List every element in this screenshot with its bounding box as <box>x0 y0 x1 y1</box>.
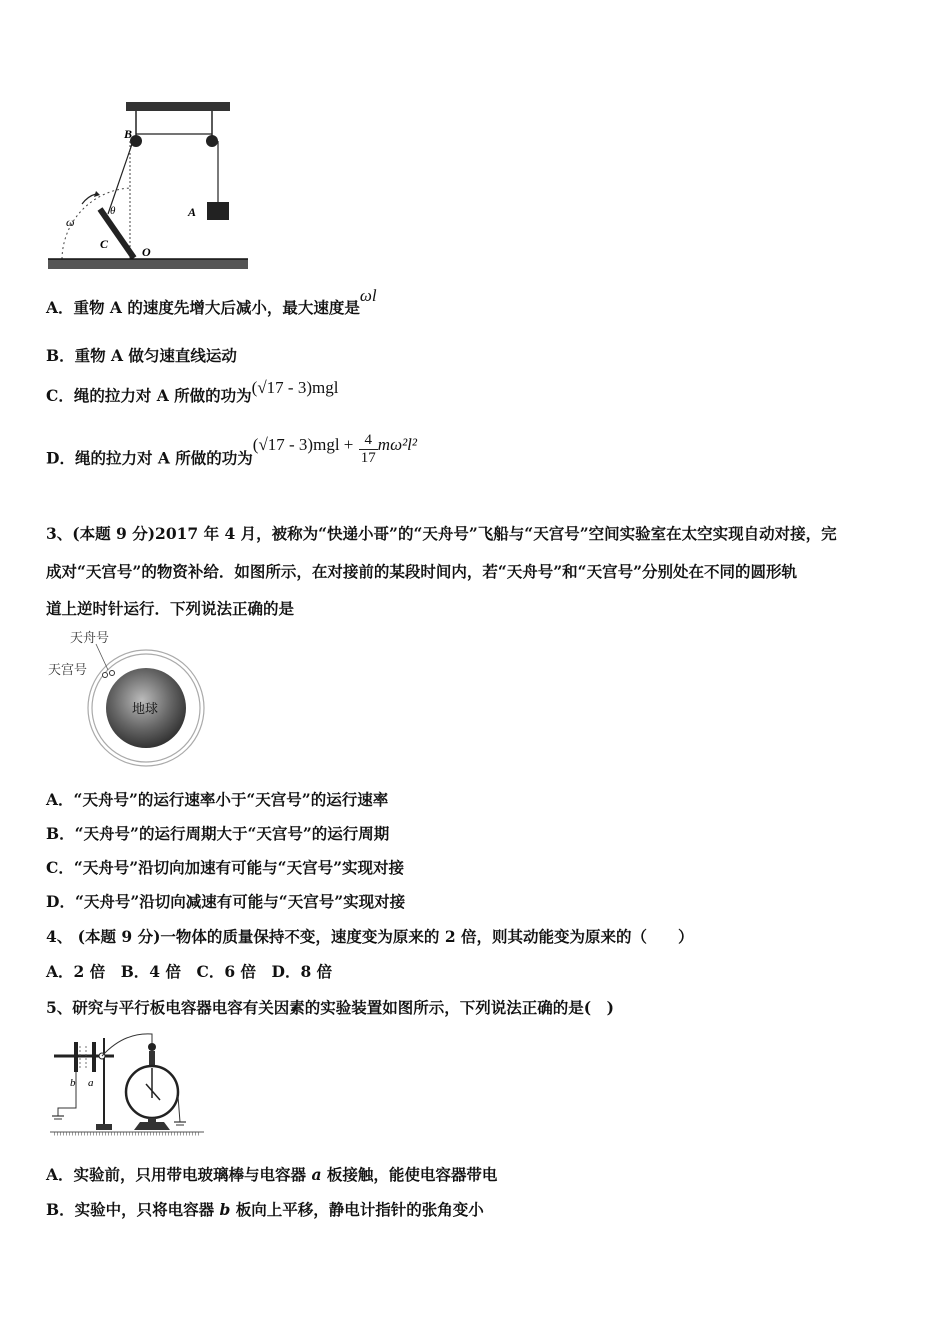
plate-b <box>74 1042 78 1072</box>
q3-stem-line2: 成对“天宫号”的物资补给．如图所示，在对接前的某段时间内，若“天舟号”和“天宫号”分别处在不同的圆形轨 <box>46 562 797 581</box>
label-plate-b: b <box>70 1077 76 1089</box>
q3-option-c: C．“天舟号”沿切向加速有可能与“天宫号”实现对接 <box>46 858 405 877</box>
q5-option-b: B．实验中，只将电容器 b 板向上平移，静电计指针的张角变小 <box>46 1200 484 1219</box>
q3-stem-line3: 道上逆时针运行．下列说法正确的是 <box>46 599 295 618</box>
q2-option-b: B．重物 A 做匀速直线运动 <box>46 346 237 365</box>
q3-option-b: B．“天舟号”的运行周期大于“天宫号”的运行周期 <box>46 824 390 843</box>
q3-option-a: A．“天舟号”的运行速率小于“天宫号”的运行速率 <box>46 790 389 809</box>
capacitor-figure <box>44 1028 210 1140</box>
tiangong-dot <box>110 671 115 676</box>
label-o: O <box>142 245 151 259</box>
orbit-figure <box>46 626 216 771</box>
q3-option-d: D．“天舟号”沿切向减速有可能与“天宫号”实现对接 <box>46 892 406 911</box>
q2-option-d: D．绳的拉力对 A 所做的功为(√17 - 3)mgl + $\frac{4}{17}$ mω²l² <box>46 432 417 468</box>
label-plate-a: a <box>88 1077 94 1089</box>
label-tianzhou: 天舟号 <box>70 630 110 645</box>
q3-stem-line1: 3、(本题 9 分)2017 年 4 月，被称为“快递小哥”的“天舟号”飞船与“天宫号”空间实验室在太空实现自动对接，完 <box>46 524 837 543</box>
label-theta: θ <box>110 205 116 217</box>
q2-option-c: C．绳的拉力对 A 所做的功为(√17 - 3)mgl <box>46 378 339 405</box>
q5-option-a: A．实验前，只用带电玻璃棒与电容器 a 板接触，能使电容器带电 <box>46 1165 498 1184</box>
label-b: B <box>124 127 133 141</box>
label-a: A <box>188 205 197 219</box>
q4-options: A．2 倍 B．4 倍 C．6 倍 D．8 倍 <box>46 962 333 981</box>
tianzhou-dot <box>103 673 108 678</box>
ceiling <box>126 102 230 111</box>
q5-stem: 5、研究与平行板电容器电容有关因素的实验装置如图所示，下列说法正确的是( ) <box>46 998 614 1017</box>
pulley-right <box>206 135 218 147</box>
block-a <box>207 202 229 220</box>
label-tiangong: 天宫号 <box>48 662 88 677</box>
q4-stem: 4、 (本题 9 分)一物体的质量保持不变，速度变为原来的 2 倍，则其动能变为原来的（ ） <box>46 927 694 946</box>
pulley-rod-figure <box>44 96 254 276</box>
plate-a <box>92 1042 96 1072</box>
q2-option-a: A．重物 A 的速度先增大后减小，最大速度是ωl <box>46 286 377 317</box>
ground <box>48 259 248 269</box>
label-c: C <box>100 237 109 251</box>
label-earth: 地球 <box>132 701 159 716</box>
label-omega: ω <box>66 215 75 229</box>
